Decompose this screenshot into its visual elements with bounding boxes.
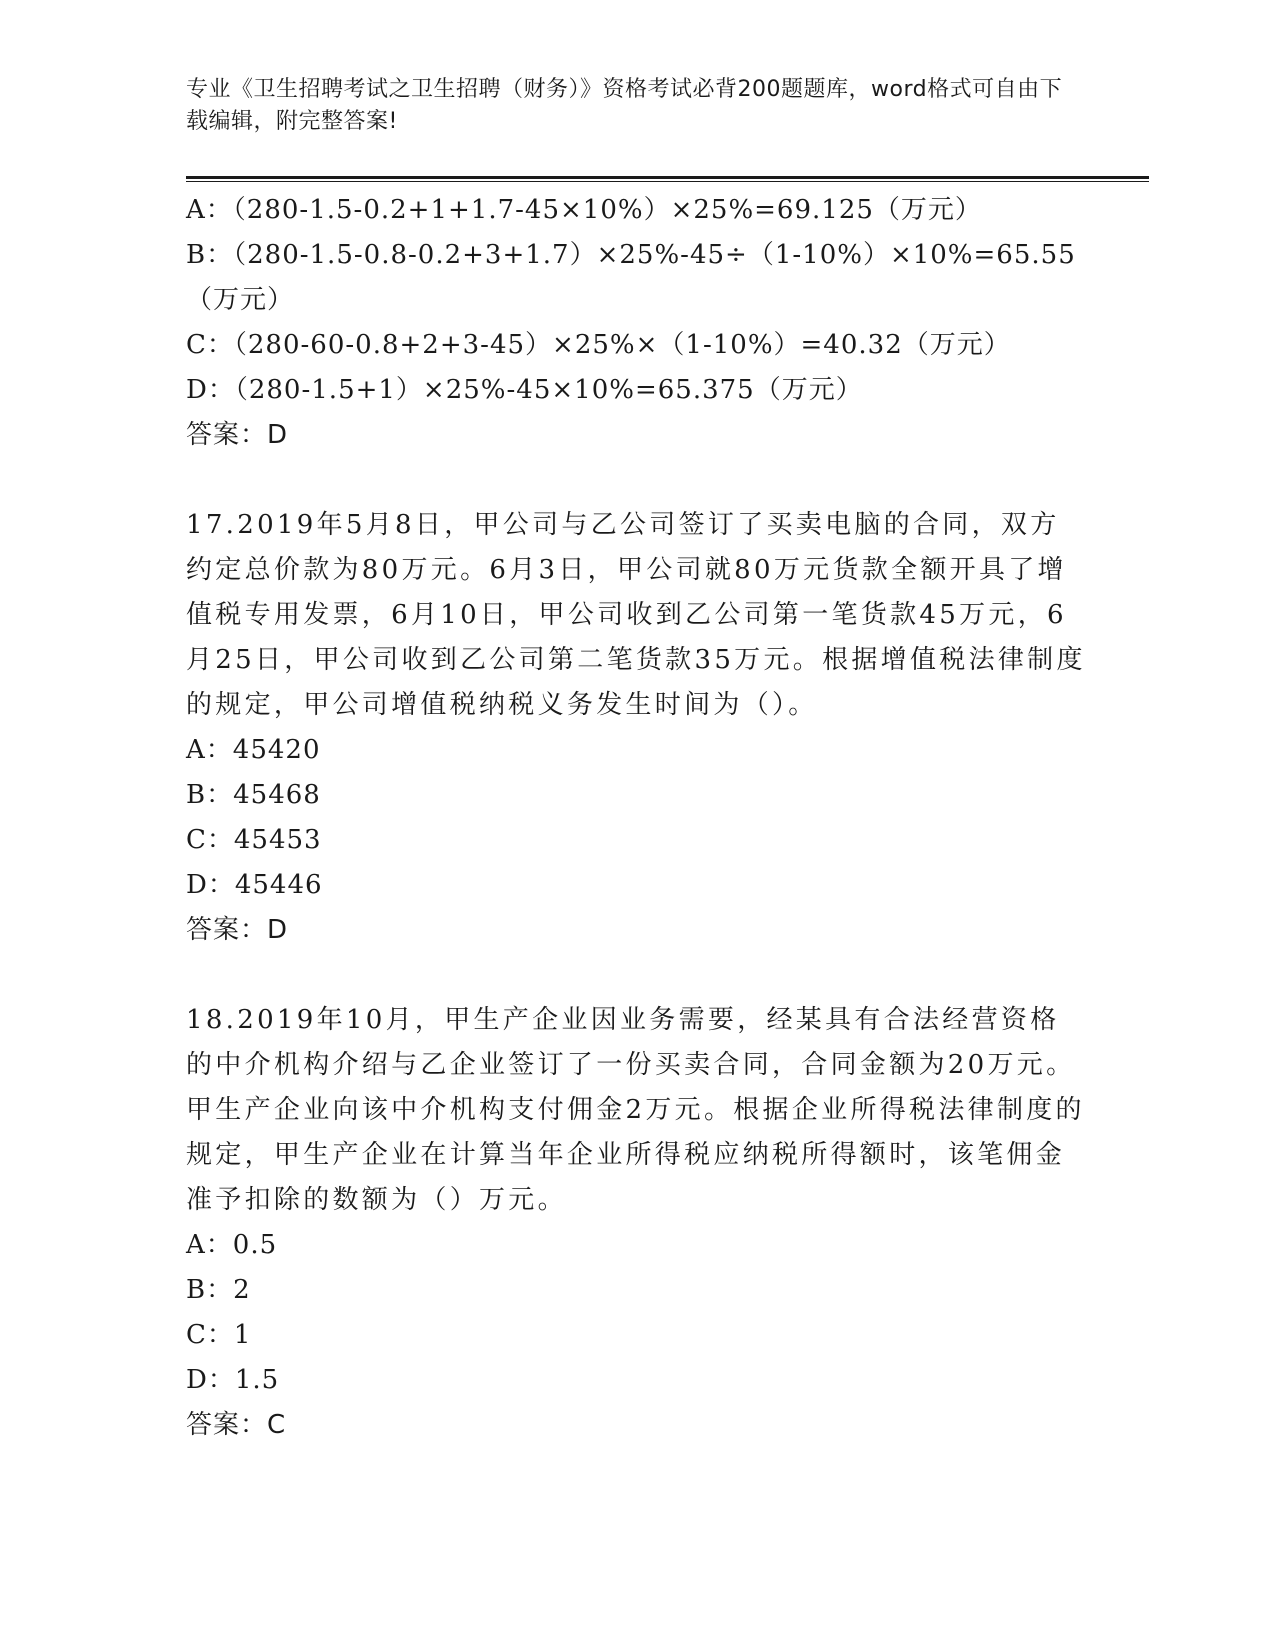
question-18-block [186, 998, 1086, 1448]
question-16-block [186, 188, 1086, 458]
option-a: A：0.5 [186, 1230, 278, 1260]
option-c: C：45453 [186, 825, 322, 855]
option-d: D：45446 [186, 870, 323, 900]
question-stem: 18.2019年10月，甲生产企业因业务需要，经某具有合法经营资格的中介机构介绍与乙企业签订了一份买卖合同，合同金额为20万元。甲生产企业向该中介机构支付佣金2万元。根据企业所得税法律制度的规定，甲生产企业在计算当年企业所得税应纳税所得额时，该笔佣金准予扣除的数额为（）万元。 [186, 1005, 1085, 1215]
spacer [186, 953, 1086, 998]
spacer [186, 458, 1086, 503]
option-d: D：（280-1.5+1）×25%-45×10%=65.375（万元） [186, 375, 863, 405]
option-b: B：45468 [186, 780, 321, 810]
option-b: B：2 [186, 1275, 251, 1305]
option-d: D：1.5 [186, 1365, 280, 1395]
document-body [186, 188, 1086, 1448]
question-stem: 17.2019年5月8日，甲公司与乙公司签订了买卖电脑的合同，双方约定总价款为80万元。6月3日，甲公司就80万元货款全额开具了增值税专用发票，6月10日，甲公司收到乙公司第一笔货款45万元，6月25日，甲公司收到乙公司第二笔货款35万元。根据增值税法律制度的规定，甲公司增值税纳税义务发生时间为（）。 [186, 510, 1086, 720]
option-a: A：45420 [186, 735, 321, 765]
header-divider-thick [186, 176, 1149, 179]
option-c: C：（280-60-0.8+2+3-45）×25%×（1-10%）=40.32（万元） [186, 330, 1011, 360]
page-header: 专业《卫生招聘考试之卫生招聘（财务）》资格考试必背200题题库，word格式可自由下载编辑，附完整答案! [186, 77, 1063, 134]
answer-line: 答案：C [186, 1410, 287, 1440]
answer-line: 答案：D [186, 420, 289, 450]
answer-line: 答案：D [186, 915, 289, 945]
option-b: B：（280-1.5-0.8-0.2+3+1.7）×25%-45÷（1-10%）×10%=65.55（万元） [186, 240, 1076, 315]
option-c: C：1 [186, 1320, 252, 1350]
header-divider-thin [186, 181, 1149, 182]
question-17-block [186, 503, 1086, 953]
option-a: A：（280-1.5-0.2+1+1.7-45×10%）×25%=69.125（万元） [186, 195, 982, 225]
